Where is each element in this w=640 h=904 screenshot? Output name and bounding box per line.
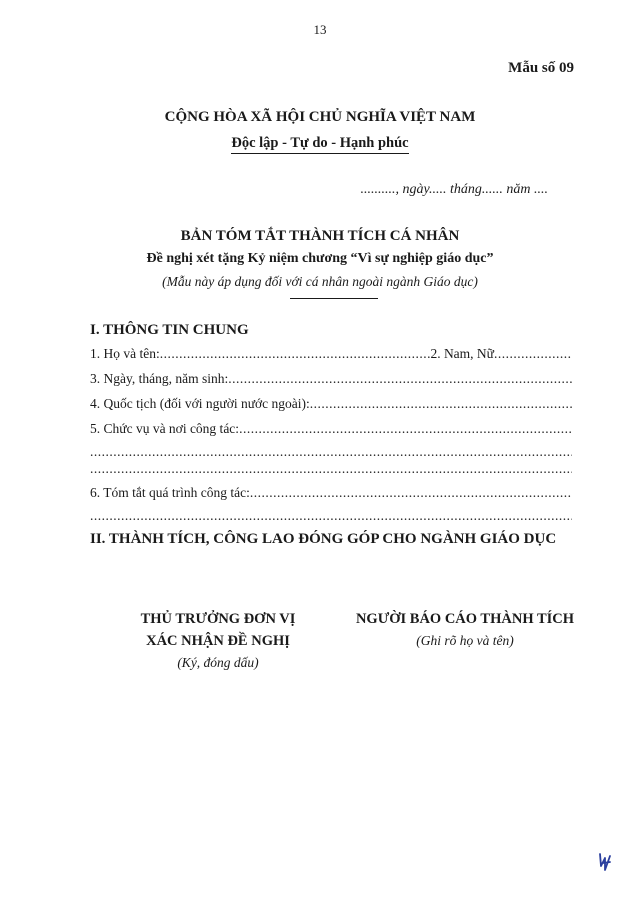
signature-title: NGƯỜI BÁO CÁO THÀNH TÍCH bbox=[355, 611, 575, 627]
section-heading-general-info: I. THÔNG TIN CHUNG bbox=[90, 322, 249, 338]
handwritten-mark-icon bbox=[596, 850, 614, 874]
fill-line[interactable] bbox=[228, 371, 572, 387]
field-position-continued[interactable] bbox=[90, 444, 572, 460]
signature-title: XÁC NHẬN ĐỀ NGHỊ bbox=[146, 633, 290, 649]
field-label-position: 5. Chức vụ và nơi công tác: bbox=[90, 421, 240, 436]
signature-title: THỦ TRƯỞNG ĐƠN VỊ bbox=[140, 611, 296, 627]
field-position-continued[interactable] bbox=[90, 461, 572, 477]
field-position[interactable] bbox=[90, 421, 572, 437]
fill-line[interactable] bbox=[90, 444, 572, 460]
fill-line[interactable] bbox=[250, 485, 572, 501]
field-label-career: 6. Tóm tắt quá trình công tác: bbox=[90, 485, 250, 500]
nation-header: CỘNG HÒA XÃ HỘI CHỦ NGHĨA VIỆT NAM bbox=[164, 109, 476, 125]
document-title: BẢN TÓM TẮT THÀNH TÍCH CÁ NHÂN bbox=[180, 228, 460, 244]
field-label-dob: 3. Ngày, tháng, năm sinh: bbox=[90, 371, 229, 386]
page-number: 13 bbox=[313, 22, 327, 37]
motto-container bbox=[0, 134, 640, 154]
divider bbox=[290, 298, 378, 299]
fill-line[interactable] bbox=[90, 461, 572, 477]
fill-line[interactable] bbox=[160, 346, 431, 362]
form-code: Mẫu số 09 bbox=[508, 60, 574, 76]
date-line: .........., ngày..... tháng...... năm .... bbox=[360, 182, 548, 197]
fill-line[interactable] bbox=[90, 508, 572, 524]
field-label-gender: 2. Nam, Nữ bbox=[430, 346, 494, 361]
field-name-gender[interactable] bbox=[90, 346, 572, 362]
field-nationality[interactable] bbox=[90, 396, 572, 412]
document-subtitle: Đề nghị xét tặng Kỷ niệm chương “Vì sự nghiệp giáo dục” bbox=[146, 251, 494, 266]
field-label-nationality: 4. Quốc tịch (đối với người nước ngoài): bbox=[90, 396, 310, 411]
field-label-name: 1. Họ và tên: bbox=[90, 346, 160, 361]
fill-line[interactable] bbox=[239, 421, 572, 437]
signature-note: (Ký, đóng dấu) bbox=[177, 655, 259, 670]
section-heading-achievements: II. THÀNH TÍCH, CÔNG LAO ĐÓNG GÓP CHO NGÀNH GIÁO DỤC bbox=[90, 531, 557, 547]
signature-note: (Ghi rõ họ và tên) bbox=[416, 633, 514, 648]
signature-block-head bbox=[108, 608, 328, 674]
field-career[interactable] bbox=[90, 485, 572, 501]
field-dob[interactable] bbox=[90, 371, 572, 387]
fill-line[interactable] bbox=[494, 346, 572, 362]
field-career-continued[interactable] bbox=[90, 508, 572, 524]
signature-block-reporter bbox=[340, 608, 590, 652]
motto: Độc lập - Tự do - Hạnh phúc bbox=[231, 135, 408, 154]
fill-line[interactable] bbox=[310, 396, 572, 412]
document-note: (Mẫu này áp dụng đối với cá nhân ngoài ngành Giáo dục) bbox=[162, 274, 478, 289]
